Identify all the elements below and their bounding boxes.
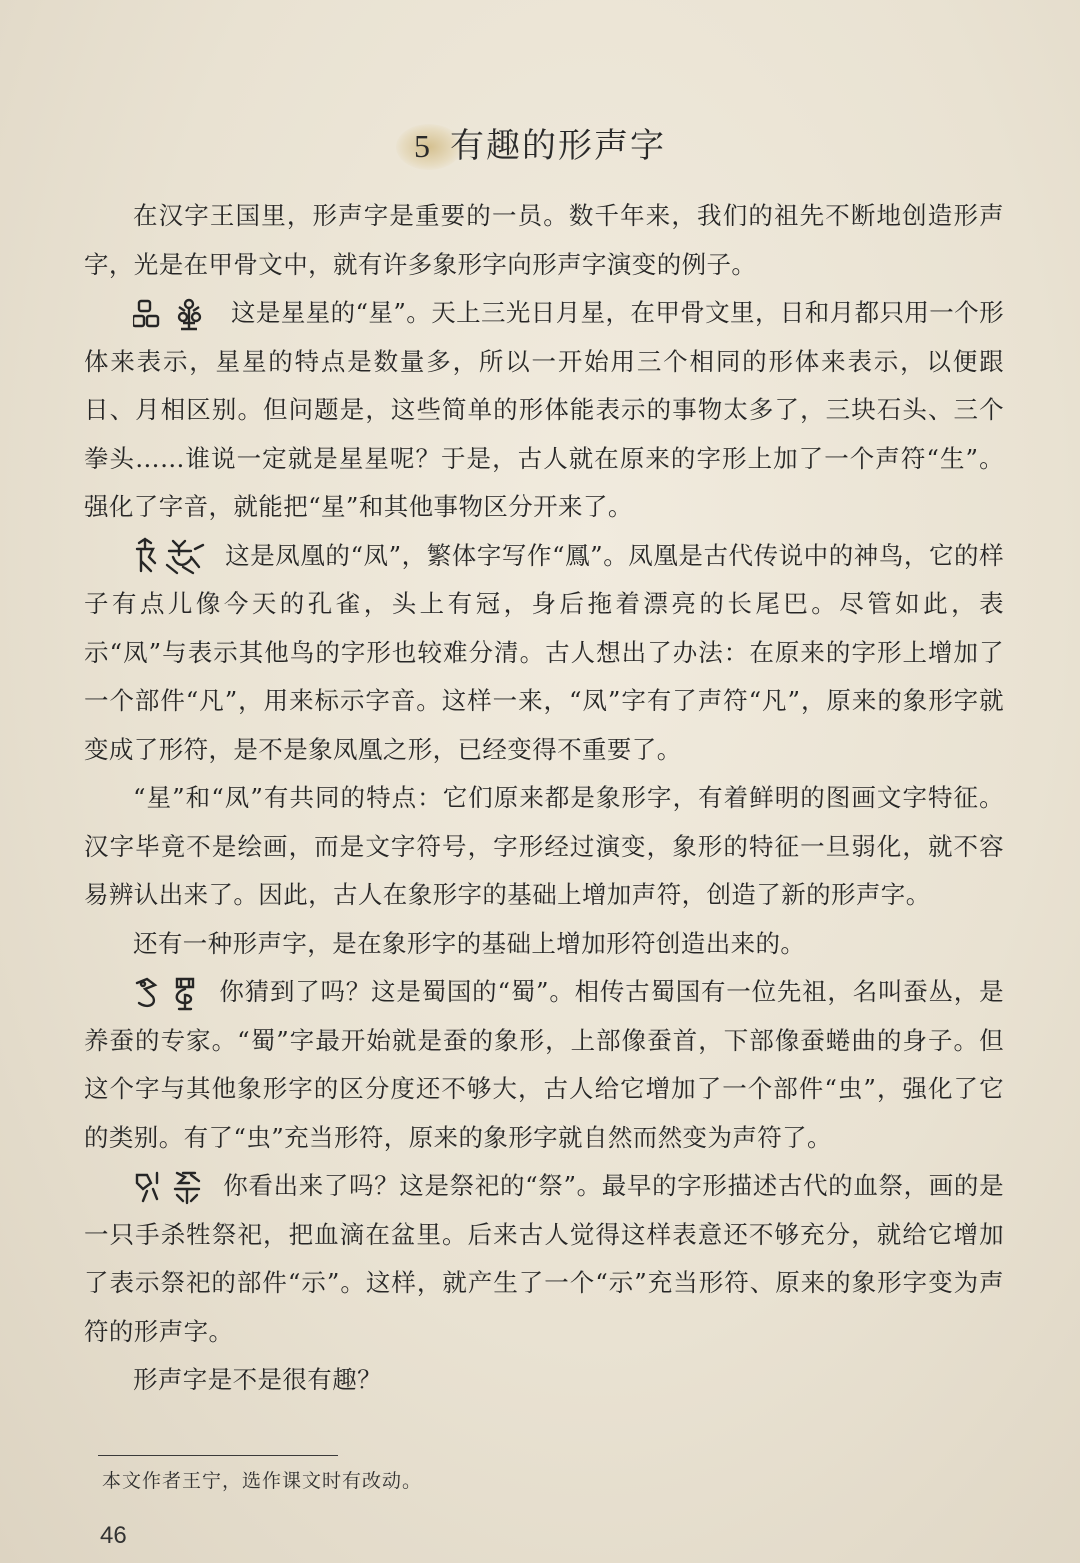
paragraph-text: 这是星星的“星”。天上三光日月星，在甲骨文里，日和月都只用一个形体来表示，星星的特点是数量多，所以一开始用三个相同的形体来表示，以便跟日、月相区别。但问题是，这些简单的形体能表示的事物太多了，三块石头、三个拳头……谁说一定就是星星呢？于是，古人就在原来的字形上加了一个声符“生”。强化了字音，就能把“星”和其他事物区分开来了。 xyxy=(84,298,1004,521)
page-number: 46 xyxy=(100,1522,127,1549)
oracle-bone-feng-icon xyxy=(133,537,219,577)
paragraph-text: 形声字是不是很有趣？ xyxy=(133,1365,382,1394)
paragraph-intro xyxy=(84,192,1004,289)
paragraph-summary xyxy=(84,774,1004,920)
oracle-bone-xing-icon xyxy=(133,297,225,333)
paragraph-text: 你猜到了吗？这是蜀国的“蜀”。相传古蜀国有一位先祖，名叫蚕丛，是养蚕的专家。“蜀”字最开始就是蚕的象形，上部像蚕首，下部像蚕蜷曲的身子。但这个字与其他象形字的区分度还不够大，古人给它增加了一个部件“虫”，强化了它的类别。有了“虫”充当形符，原来的象形字就自然而然变为声符了。 xyxy=(84,977,1004,1152)
footnote-divider xyxy=(98,1455,338,1456)
paragraph-closing xyxy=(84,1356,1004,1405)
paragraph-transition xyxy=(84,920,1004,969)
paragraph-text: 在汉字王国里，形声字是重要的一员。数千年来，我们的祖先不断地创造形声字，光是在甲骨文中，就有许多象形字向形声字演变的例子。 xyxy=(84,201,1004,279)
oracle-bone-shu-icon xyxy=(133,975,213,1013)
lesson-title: 有趣的形声字 xyxy=(450,126,666,166)
paragraph-text: 这是凤凰的“凤”，繁体字写作“鳳”。凤凰是古代传说中的神鸟，它的样子有点儿像今天的孔雀，头上有冠，身后拖着漂亮的长尾巴。尽管如此，表示“凤”与表示其他鸟的字形也较难分清。古人想出了办法：在原来的字形上增加了一个部件“凡”，用来标示字音。这样一来，“凤”字有了声符“凡”，原来的象形字就变成了形符，是不是象凤凰之形，已经变得不重要了。 xyxy=(84,540,1004,764)
paragraph-text: 还有一种形声字，是在象形字的基础上增加形符创造出来的。 xyxy=(133,928,806,958)
footnote: 本文作者王宁，选作课文时有改动。 xyxy=(102,1470,423,1492)
paragraph-feng xyxy=(84,532,1004,775)
oracle-bone-ji-icon xyxy=(133,1169,217,1207)
paragraph-text: “星”和“凤”有共同的特点：它们原来都是象形字，有着鲜明的图画文字特征。汉字毕竟不是绘画，而是文字符号，字形经过演变，象形的特征一旦弱化，就不容易辨认出来了。因此，古人在象形字的基础上增加声符，创造了新的形声字。 xyxy=(84,783,1004,909)
lesson-heading xyxy=(0,118,1080,167)
lesson-number: 5 xyxy=(414,128,432,164)
paragraph-text: 你看出来了吗？这是祭祀的“祭”。最早的字形描述古代的血祭，画的是一只手杀牲祭祀，把血滴在盆里。后来古人觉得这样表意还不够充分，就给它增加了表示祭祀的部件“示”。这样，就产生了一个“示”充当形符、原来的象形字变为声符的形声字。 xyxy=(84,1171,1004,1346)
lesson-body xyxy=(84,192,1004,1405)
paragraph-shu xyxy=(84,968,1004,1162)
paragraph-ji xyxy=(84,1162,1004,1356)
paragraph-xing xyxy=(84,289,1004,532)
